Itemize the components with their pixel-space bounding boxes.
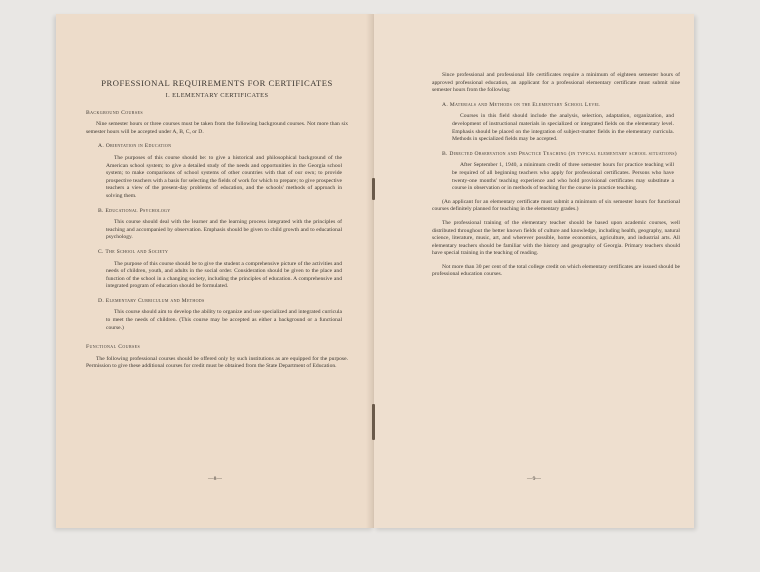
lower-staple	[372, 404, 375, 440]
training-text: The professional training of the elementary teacher should be based upon academic courses, well distributed throughout the better known fields of culture and knowledge, including health, geography, natural science, literature, music, art, and wherever possible, home economics, agriculture, and industrial arts. All elementary teachers should be familiar with the history and geography of Georgia. Primary teachers should have special training in the teaching of reading.	[432, 219, 680, 257]
intro-text: Since professional and professional life certificates require a minimum of eighteen semester hours of approved professional education, an applicant for a professional elementary certificate must submit nine semester hours from the following:	[432, 72, 680, 94]
school-and-society-heading: C. The School and Society	[98, 248, 169, 255]
curriculum-methods-heading: D. Elementary Curriculum and Methods	[98, 297, 205, 304]
right-page	[374, 14, 694, 528]
orientation-heading: A. Orientation in Education	[98, 143, 172, 150]
practice-teaching-heading: B. Directed Observation and Practice Teaching (in typical elementary school situations)	[442, 150, 677, 157]
materials-methods-heading: A. Materials and Methods on the Elementary School Level	[442, 101, 601, 108]
orientation-text: The purposes of this course should be: to give a historical and philosophical background of the American school system; to give a detailed study of the needs and opportunities in the Georgia school system; to make comparisons of school systems of other countries with that of our own; to provide prospective teachers with a basis for selecting the fields of work for which to prepare; to give prospective teachers a view of the present-day problems of education, and the schools' methods of approach in solving them.	[106, 154, 342, 199]
educational-psychology-heading: B. Educational Psychology	[98, 207, 171, 214]
curriculum-methods-text: This course should aim to develop the ability to organize and use specialized and integrated curricula to meet the needs of children. (This course may be accepted as either a background or a functional course.)	[106, 309, 342, 331]
materials-methods-text: Courses in this field should include the analysis, selection, adaptation, organization, and development of instructional materials in specialized or integrated fields on the elementary level. Emphasis should be placed on the integration of subject-matter fields in the elementary curricula. Methods in specialized fields may be accepted.	[452, 113, 674, 143]
page-title: PROFESSIONAL REQUIREMENTS FOR CERTIFICATES	[101, 78, 333, 88]
background-courses-text: Nine semester hours or three courses must be taken from the following background courses. Not more than six semester hours will be accepted under A, B, C, or D.	[86, 121, 348, 135]
page-subtitle: I. ELEMENTARY CERTIFICATES	[165, 92, 269, 99]
page-number-left: —8—	[208, 476, 222, 482]
practice-teaching-text: After September 1, 1940, a minimum credit of three semester hours for practice teaching will be required of all beginning teachers who apply for professional certificates. Persons who have twenty-one months' teaching experience and who hold provisional certificates may substitute a course in observation or in methods of teaching for the course in practice teaching.	[452, 162, 674, 192]
educational-psychology-text: This course should deal with the learner and the learning process integrated with the principles of teaching and accompanied by observation. Emphasis should be given to child growth and to educational psychology.	[106, 219, 342, 241]
credit-text: Not more than 30 per cent of the total college credit on which elementary certificates are issued should be professional education courses.	[432, 263, 680, 278]
functional-courses-text: The following professional courses should be offered only by such institutions as are equipped for the purpose. Permission to give these additional courses for credit must be obtained from the State Department of Education.	[86, 355, 348, 370]
left-page	[56, 14, 374, 528]
background-courses-heading: Background Courses	[86, 109, 143, 116]
right-page-content	[432, 72, 680, 279]
applicant-note: (An applicant for an elementary certificate must submit a minimum of six semester hours for functional courses definitely planned for teaching in the elementary grades.)	[432, 198, 680, 213]
left-page-content	[86, 78, 348, 371]
page-number-right: —9—	[527, 476, 541, 482]
upper-staple	[372, 178, 375, 200]
functional-courses-heading: Functional Courses	[86, 344, 141, 351]
school-and-society-text: The purpose of this course should be to give the student a comprehensive picture of the activities and needs of children, youth, and adults in the social order. Consideration should be given to the place and function of the school in a changing society, including the principles of education. A comprehensive and integrated program of education should be formulated.	[106, 260, 342, 290]
